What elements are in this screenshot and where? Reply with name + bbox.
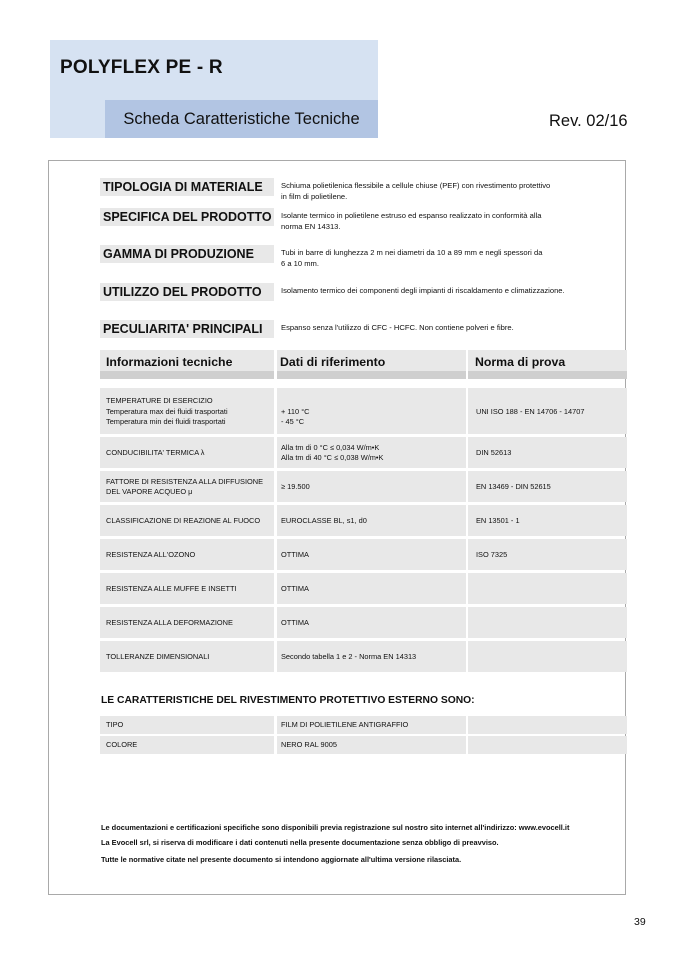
row-value: OTTIMA (281, 549, 309, 559)
material-label: PECULIARITA' PRINCIPALI (100, 320, 274, 338)
row-norm: EN 13469 - DIN 52615 (476, 482, 551, 491)
material-row-spec (100, 208, 627, 232)
coating-value: NERO RAL 9005 (281, 740, 338, 749)
coating-row (100, 736, 627, 754)
column-divider (466, 388, 468, 672)
description-line: norma EN 14313. (281, 221, 341, 231)
header-data: Dati di riferimento (280, 355, 386, 369)
row-label: RESISTENZA ALLE MUFFE E INSETTI (106, 583, 237, 593)
row-label: RESISTENZA ALLA DEFORMAZIONE (106, 617, 233, 627)
row-label: TOLLERANZE DIMENSIONALI (106, 651, 210, 661)
description-line: Isolamento termico dei componenti degli impianti di riscaldamento e climatizzazione. (281, 286, 565, 295)
product-title: POLYFLEX PE - R (60, 57, 223, 78)
row-value: OTTIMA (281, 583, 309, 593)
row-norm: ISO 7325 (476, 550, 508, 559)
row-label: RESISTENZA ALL'OZONO (106, 549, 196, 559)
description-line: 6 a 10 mm. (281, 258, 319, 268)
coating-empty (471, 736, 627, 754)
column-divider (466, 716, 468, 754)
revision-label: Rev. 02/16 (549, 112, 628, 130)
table-row (100, 573, 627, 604)
header-stripe (100, 371, 627, 379)
material-label: UTILIZZO DEL PRODOTTO (100, 283, 274, 301)
material-row-range (100, 245, 627, 269)
value-line: - 45 °C (281, 416, 305, 426)
label-line: DEL VAPORE ACQUEO μ (106, 486, 193, 496)
row-norm: DIN 52613 (476, 448, 512, 457)
coating-label: COLORE (106, 740, 138, 749)
value-line: + 110 °C (281, 406, 310, 416)
coating-label: TIPO (106, 720, 124, 729)
label-line: TEMPERATURE DI ESERCIZIO (106, 395, 213, 405)
material-description (281, 208, 541, 232)
header-norm: Norma di prova (475, 355, 566, 369)
row-value: ≥ 19.500 (281, 481, 310, 491)
column-divider (274, 388, 277, 672)
row-value (277, 388, 469, 434)
table-row (100, 607, 627, 638)
row-norm: EN 13501 - 1 (476, 516, 520, 525)
column-divider (466, 350, 468, 380)
label-line: Temperatura min dei fluidi trasportati (106, 416, 226, 426)
material-description (281, 283, 565, 301)
value-line: Alla tm di 40 °C ≤ 0,038 W/m•K (281, 452, 384, 462)
row-value: EUROCLASSE BL, s1, d0 (281, 515, 367, 525)
description-line: Schiuma polietilenica flessibile a cellule chiuse (PEF) con rivestimento protettivo (281, 181, 551, 190)
coating-title: LE CARATTERISTICHE DEL RIVESTIMENTO PROTETTIVO ESTERNO SONO: (101, 695, 475, 706)
row-label: CLASSIFICAZIONE DI REAZIONE AL FUOCO (106, 515, 261, 525)
coating-value: FILM DI POLIETILENE ANTIGRAFFIO (281, 720, 409, 729)
table-row (100, 505, 627, 536)
page-number: 39 (634, 916, 646, 928)
label-line: Temperatura max dei fluidi trasportati (106, 406, 228, 416)
material-label: GAMMA DI PRODUZIONE (100, 245, 274, 263)
material-label: TIPOLOGIA DI MATERIALE (100, 178, 274, 196)
material-description (281, 245, 542, 269)
material-description (281, 320, 514, 338)
material-row-features (100, 320, 627, 338)
description-line: Isolante termico in polietilene estruso ed espanso realizzato in conformità alla (281, 211, 542, 220)
document-subtitle: Scheda Caratteristiche Tecniche (105, 100, 378, 138)
label-line: FATTORE DI RESISTENZA ALLA DIFFUSIONE (106, 476, 264, 486)
row-value: OTTIMA (281, 617, 309, 627)
table-row (100, 388, 627, 434)
header-info: Informazioni tecniche (106, 355, 233, 369)
table-row (100, 471, 627, 502)
row-value (277, 437, 469, 468)
coating-row (100, 716, 627, 734)
material-description (281, 178, 550, 202)
table-row (100, 437, 627, 468)
value-line: Alla tm di 0 °C ≤ 0,034 W/m•K (281, 442, 380, 452)
row-label (100, 388, 274, 434)
description-line: Espanso senza l'utilizzo di CFC - HCFC. Non contiene polveri e fibre. (281, 323, 514, 332)
material-row-usage (100, 283, 627, 301)
coating-empty (471, 716, 627, 734)
description-line: in film di polietilene. (281, 191, 348, 201)
row-norm (471, 573, 627, 604)
column-divider (274, 350, 277, 380)
table-row (100, 539, 627, 570)
row-value: Secondo tabella 1 e 2 - Norma EN 14313 (281, 651, 417, 661)
footer-note-docs: Le documentazioni e certificazioni specifiche sono disponibili previa registrazione sul nostro sito internet all'indirizzo: www.evocell.it (101, 823, 570, 832)
description-line: Tubi in barre di lunghezza 2 m nei diametri da 10 a 89 mm e negli spessori da (281, 248, 543, 257)
row-label (100, 471, 274, 502)
row-label: CONDUCIBILITA' TERMICA λ (106, 447, 205, 457)
material-label: SPECIFICA DEL PRODOTTO (100, 208, 274, 226)
row-norm: UNI ISO 188 - EN 14706 - 14707 (476, 406, 585, 416)
table-row (100, 641, 627, 672)
column-divider (274, 716, 277, 754)
footer-note-norms: Tutte le normative citate nel presente documento si intendono aggiornate all'ultima versione rilasciata. (101, 855, 462, 864)
row-norm (471, 641, 627, 672)
material-row-type (100, 178, 627, 202)
footer-note-rights: La Evocell srl, si riserva di modificare i dati contenuti nella presente documentazione senza obbligo di preavviso. (101, 838, 499, 847)
row-norm (471, 607, 627, 638)
